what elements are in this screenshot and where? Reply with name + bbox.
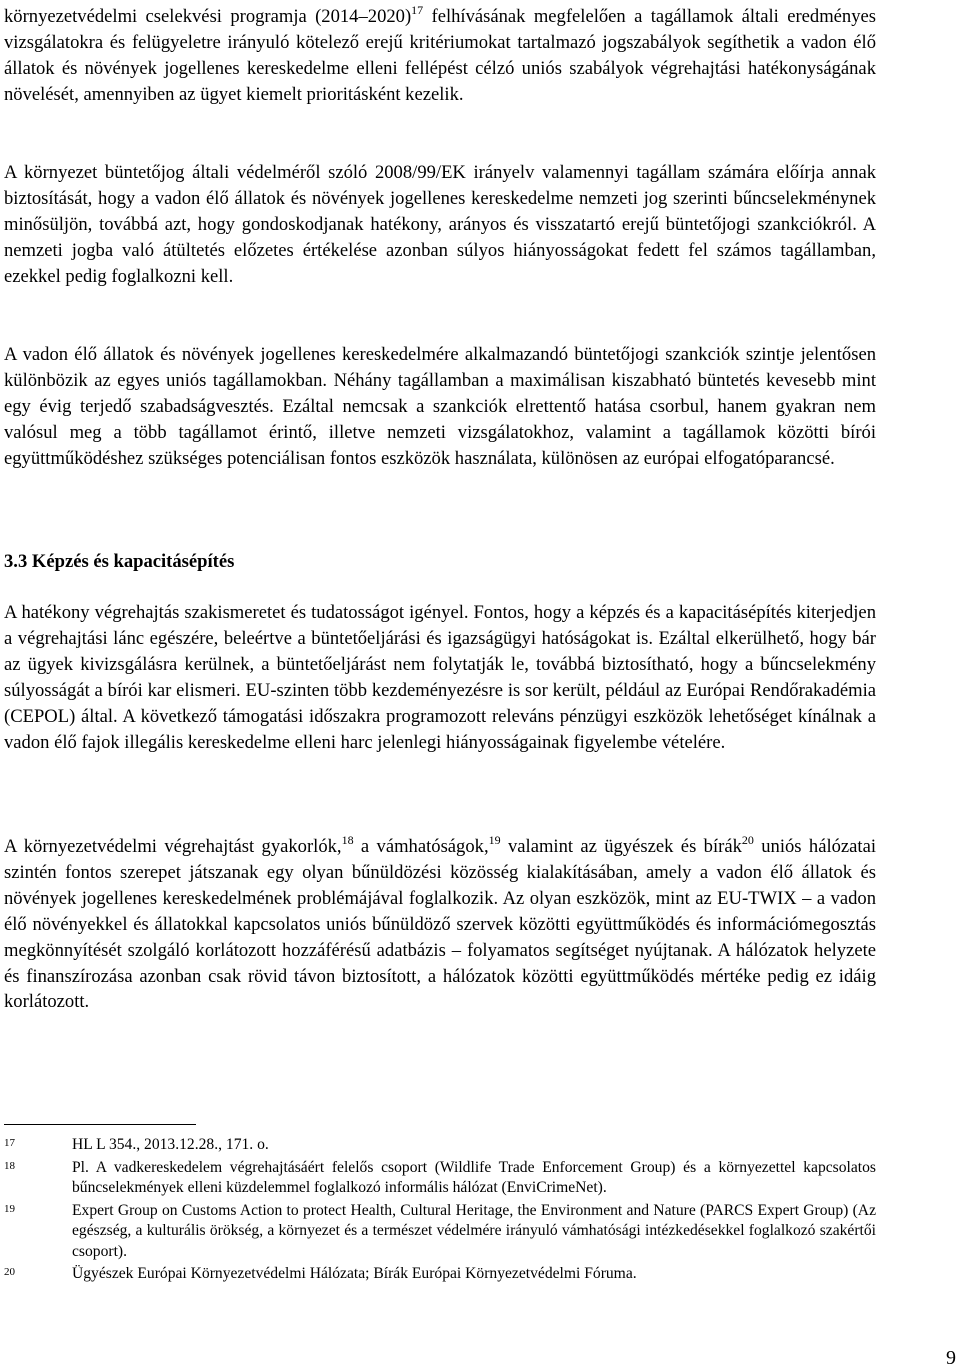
footnote-text: Pl. A vadkereskedelem végrehajtásáért felelős csoport (Wildlife Trade Enforcement Group) és a környezettel kapcsolatos bűncselekmények elleni küzdelemmel foglalkozó informális hálózat (EnviCrimeNet). xyxy=(72,1158,876,1196)
footnote-text: Ügyészek Európai Környezetvédelmi Hálózata; Bírák Európai Környezetvédelmi Fóruma. xyxy=(72,1265,637,1282)
paragraph-1 xyxy=(4,4,876,108)
footnote-18 xyxy=(4,1158,876,1199)
footnote-number: 18 xyxy=(4,1159,15,1172)
footnote-number: 19 xyxy=(4,1202,15,1215)
footnote-text: Expert Group on Customs Action to protect Health, Cultural Heritage, the Environment and Nature (PARCS Expert Group) (Az egészség, a kulturális örökség, a környezet és a természet védelmére irányuló vámhatósági intézkedésekkel foglalkozó szakértői csoport). xyxy=(72,1201,876,1260)
paragraph-5 xyxy=(4,834,876,1015)
paragraph-2: A környezet büntetőjog általi védelméről szóló 2008/99/EK irányelv valamennyi tagállam számára előírja annak biztosítását, hogy a vadon élő állatok és növények jogellenes kereskedelme nemzeti jog szerinti bűncselekménynek minősüljön, továbbá azt, hogy gondoskodjanak hatékony, arányos és visszatartó erejű büntetőjogi szankciókról. A nemzeti jogba való átültetés előzetes értékelése azonban súlyos hiányosságokat fedett fel számos tagállamban, ezekkel pedig foglalkozni kell. xyxy=(4,162,876,287)
paragraph-5-text-c: valamint az ügyészek és bírák xyxy=(500,836,742,857)
footnote-17 xyxy=(4,1135,876,1156)
footnote-20 xyxy=(4,1264,876,1285)
footnote-text: HL L 354., 2013.12.28., 171. o. xyxy=(72,1136,269,1153)
paragraph-5-text-a: A környezetvédelmi végrehajtást gyakorlók, xyxy=(4,836,342,857)
paragraph-4: A hatékony végrehajtás szakismeretet és tudatosságot igényel. Fontos, hogy a képzés és a kapacitásépítés kiterjedjen a végrehajtási lánc egészére, beleértve a büntetőeljárási és igazságügyi hatóságokat is. Ezáltal elkerülhető, hogy bár az ügyek kivizsgálásra kerülnek, a büntetőeljárást nem folytatják le, továbbá biztosítható, hogy a bűncselekmény súlyosságát a bírói kar elismeri. EU-szinten több kezdeményezésre is sor került, például az Európai Rendőrakadémia (CEPOL) által. A következő támogatási időszakra programozott releváns pénzügyi eszközök lehetőséget kínálnak a vadon élő fajok illegális kereskedelme elleni harc jelenlegi hiányosságainak figyelembe vételére. xyxy=(4,602,876,753)
footnote-ref-17[interactable]: 17 xyxy=(411,3,424,17)
footnote-ref-18[interactable]: 18 xyxy=(341,833,354,847)
footnote-number: 20 xyxy=(4,1266,15,1278)
paragraph-1-text: környezetvédelmi cselekvési programja (2014–2020) xyxy=(4,6,412,27)
footnote-separator xyxy=(4,1124,196,1125)
paragraph-5-text-b: a vámhatóságok, xyxy=(353,836,489,857)
paragraph-5-text-d: uniós hálózatai szintén fontos szerepet játszanak egy olyan bűnüldözési közösség kialakításában, amely a vadon élő állatok és növények jogellenes kereskedelmének problémájával foglalkozik. Az olyan eszközök, mint az EU-TWIX – a vadon élő növényekkel és állatokkal kapcsolatos uniós bűnüldöző szervek közötti együttműködés és információmegosztás megkönnyítését szolgáló korlátozott hozzáférésű adatbázis – folyamatos segítséget nyújtanak. A hálózatok helyzete és finanszírozása azonban csak rövid távon biztosított, a hálózatok közötti együttműködés mértéke pedig ez idáig korlátozott. xyxy=(4,836,876,1013)
footnote-ref-20[interactable]: 20 xyxy=(741,833,754,847)
footnote-ref-19[interactable]: 19 xyxy=(488,833,501,847)
footnote-number: 17 xyxy=(4,1137,15,1149)
footnote-19 xyxy=(4,1201,876,1263)
page-number: 9 xyxy=(946,1347,956,1369)
paragraph-1-text-cont: felhívásának megfelelően a tagállamok általi eredményes vizsgálatokra és felügyeletre irányuló kötelező erejű kritériumokat tartalmazó jogszabályok segíthetik a vadon élő állatok és növények jogellenes kereskedelme elleni fellépést célzó uniós szabályok végrehajtási hatékonyságának növelését, amennyiben az ügyet kiemelt prioritásként kezelik. xyxy=(4,6,876,105)
footnotes xyxy=(4,1135,876,1287)
section-heading: 3.3 Képzés és kapacitásépítés xyxy=(4,551,235,572)
paragraph-3: A vadon élő állatok és növények jogellenes kereskedelmére alkalmazandó büntetőjogi szankciók szintje jelentősen különbözik az egyes uniós tagállamokban. Néhány tagállamban a maximálisan kiszabható büntetés kevesebb mint egy évig terjedő szabadságvesztés. Ezáltal nemcsak a szankciók elrettentő hatása csorbul, hanem gyakran nem valósul meg a több tagállamot érintő, illetve nemzeti vizsgálatokhoz, valamint a tagállamok közötti bírói együttműködéshez szükséges potenciálisan fontos eszközök használata, különösen az európai elfogatóparancsé. xyxy=(4,344,876,469)
